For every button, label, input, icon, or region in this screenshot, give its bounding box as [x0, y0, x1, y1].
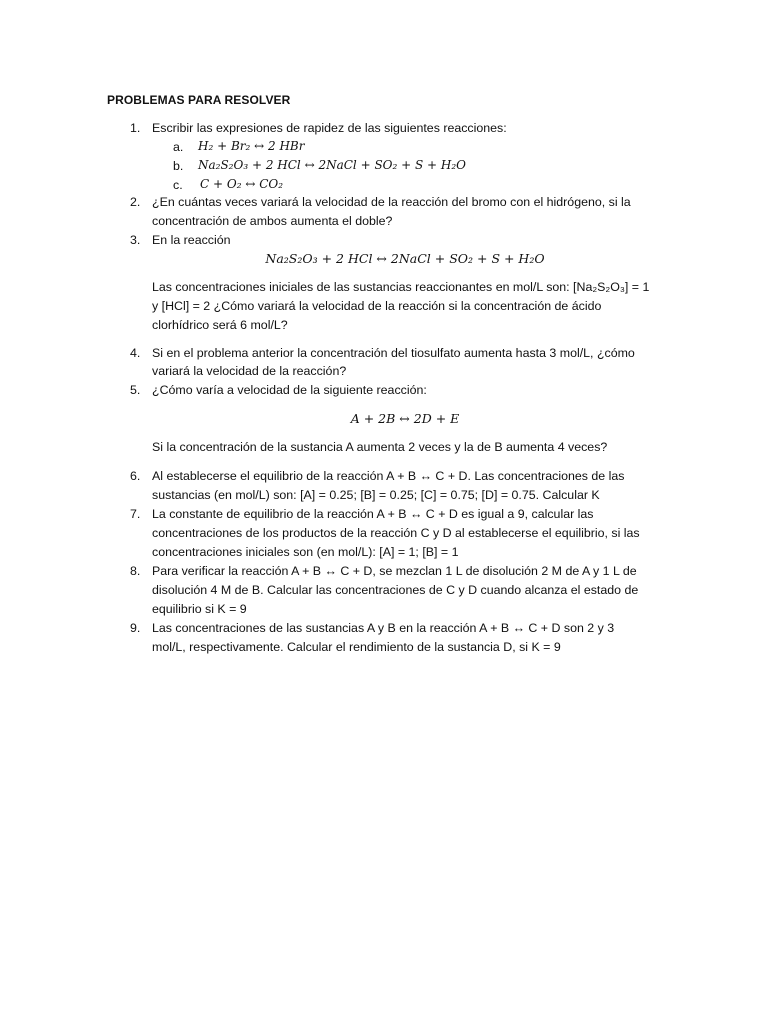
item-text: disolución 4 M de B. Calcular las concentraciones de C y D cuando alcanza el estado de [152, 583, 639, 597]
item-number: 9. [130, 621, 141, 635]
page-title: PROBLEMAS PARA RESOLVER [107, 93, 291, 107]
item-text: sustancias (en mol/L) son: [A] = 0.25; [B] = 0.25; [C] = 0.75; [D] = 0.75. Calcular K [152, 488, 600, 502]
item-text: y [HCl] = 2 ¿Cómo variará la velocidad de la reacción si la concentración de ácido [152, 299, 602, 313]
item-text: Al establecerse el equilibrio de la reacción A + B ↔ C + D. Las concentraciones de las [152, 469, 625, 483]
item-text: La constante de equilibrio de la reacción A + B ↔ C + D es igual a 9, calcular las [152, 507, 594, 521]
item-number: 8. [130, 564, 141, 578]
item-text: concentración de ambos aumenta el doble? [152, 214, 393, 228]
item-text: Escribir las expresiones de rapidez de las siguientes reacciones: [152, 121, 507, 135]
equation: H₂ + Br₂ ↔ 2 HBr [198, 139, 305, 153]
equation: C + O₂ ↔ CO₂ [200, 177, 284, 191]
item-text: En la reacción [152, 233, 231, 247]
item-number: 7. [130, 507, 141, 521]
item-text: ¿En cuántas veces variará la velocidad de la reacción del bromo con el hidrógeno, si la [152, 195, 631, 209]
subitem-label: c. [173, 178, 183, 192]
item-text: equilibrio si K = 9 [152, 602, 247, 616]
item-text: mol/L, respectivamente. Calcular el rendimiento de la sustancia D, si K = 9 [152, 640, 561, 654]
centered-equation: Na₂S₂O₃ + 2 HCl ↔ 2NaCl + SO₂ + S + H₂O [265, 251, 545, 266]
equation: Na₂S₂O₃ + 2 HCl ↔ 2NaCl + SO₂ + S + H₂O [198, 158, 467, 172]
item-number: 5. [130, 383, 141, 397]
item-text: concentraciones de los productos de la reacción C y D al establecerse el equilibrio, si las [152, 526, 640, 540]
item-text: Las concentraciones de las sustancias A y B en la reacción A + B ↔ C + D son 2 y 3 [152, 621, 615, 635]
item-text: clorhídrico será 6 mol/L? [152, 318, 288, 332]
subitem-label: a. [173, 140, 184, 154]
subitem-label: b. [173, 159, 184, 173]
item-text: Si la concentración de la sustancia A aumenta 2 veces y la de B aumenta 4 veces? [152, 440, 608, 454]
item-text: Si en el problema anterior la concentración del tiosulfato aumenta hasta 3 mol/L, ¿cómo [152, 346, 635, 360]
item-number: 1. [130, 121, 141, 135]
item-text: ¿Cómo varía a velocidad de la siguiente reacción: [152, 383, 427, 397]
item-text: Las concentraciones iniciales de las sustancias reaccionantes en mol/L son: [Na₂S₂O₃] = 1 [152, 280, 650, 294]
item-text: variará la velocidad de la reacción? [152, 364, 347, 378]
item-number: 2. [130, 195, 141, 209]
item-number: 3. [130, 233, 141, 247]
item-text: Para verificar la reacción A + B ↔ C + D, se mezclan 1 L de disolución 2 M de A y 1 L de [152, 564, 637, 578]
item-number: 6. [130, 469, 141, 483]
item-text: concentraciones iniciales son (en mol/L): [A] = 1; [B] = 1 [152, 545, 459, 559]
centered-equation: A + 2B ↔ 2D + E [350, 411, 460, 426]
item-number: 4. [130, 346, 141, 360]
